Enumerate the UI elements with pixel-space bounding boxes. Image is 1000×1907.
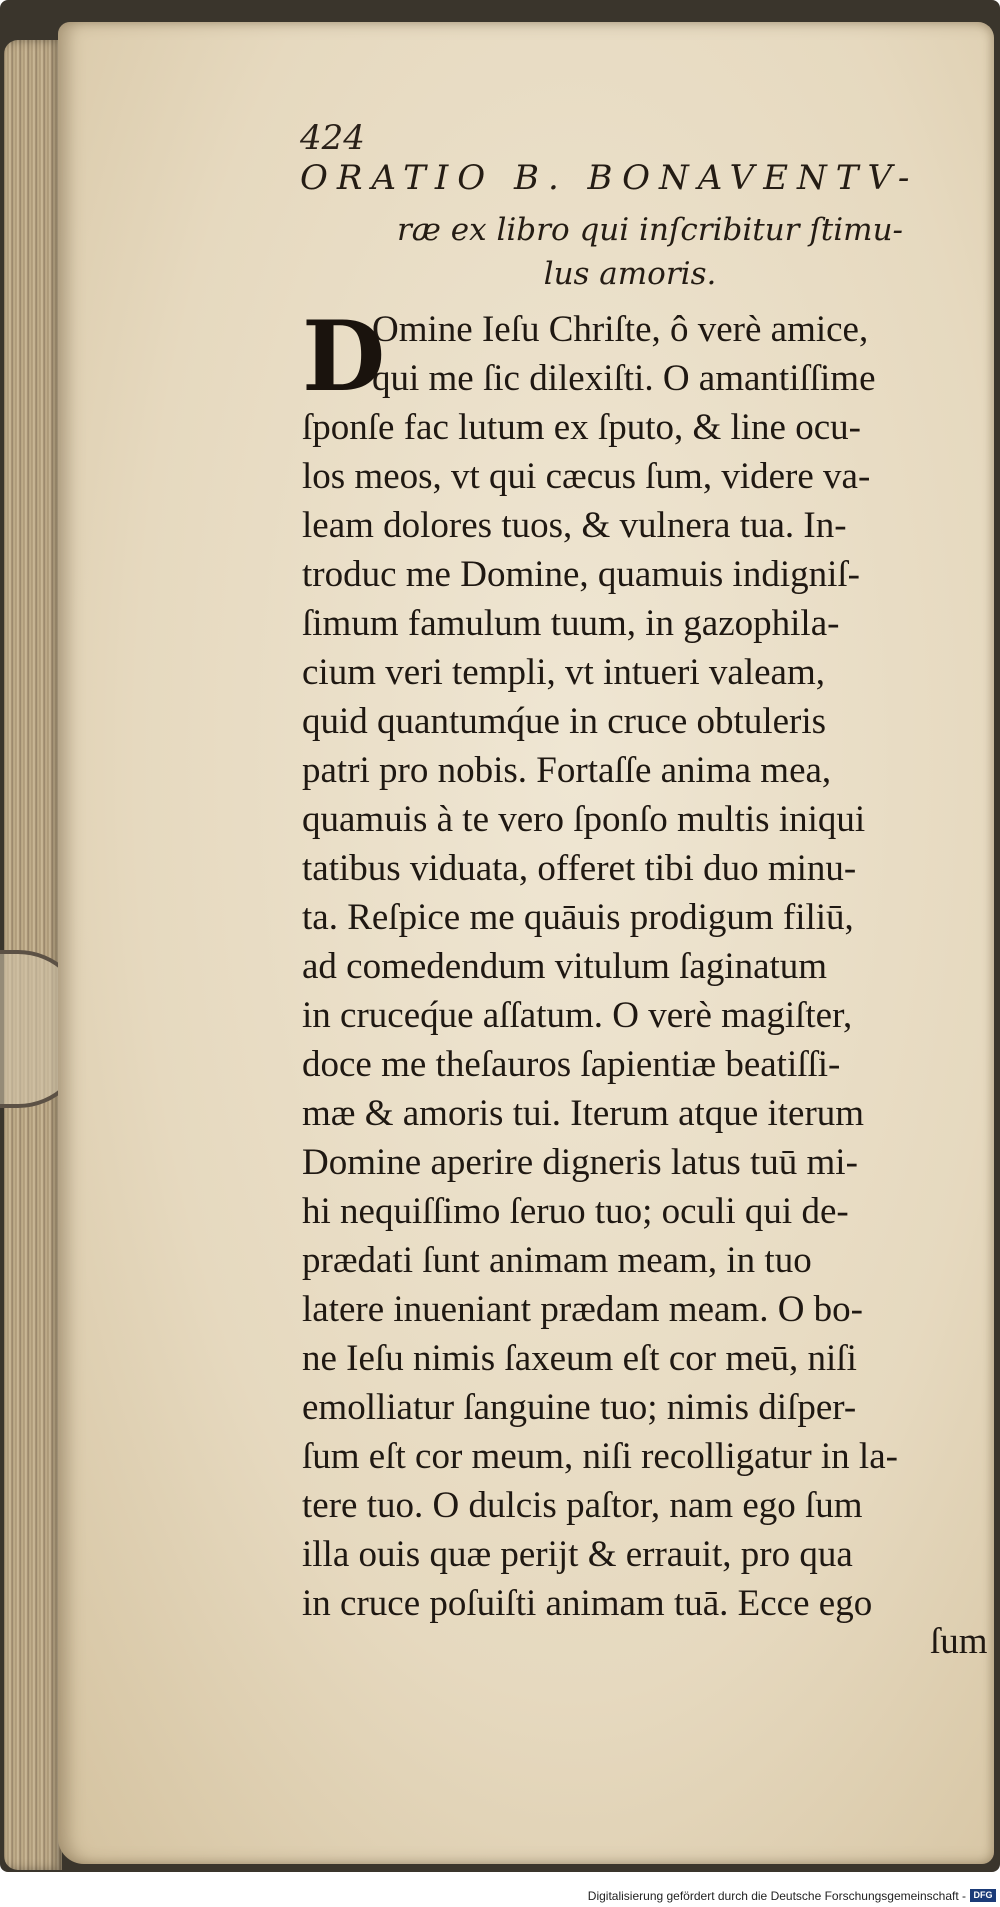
- text-line: Domine aperire digneris latus tuū mi-: [302, 1142, 858, 1183]
- text-line: tatibus viduata, offeret tibi duo minu-: [302, 848, 857, 889]
- text-line: in cruceq́ue aſſatum. O verè magiſter,: [302, 995, 853, 1036]
- text-line: prædati ſunt animam meam, in tuo: [302, 1240, 812, 1281]
- title-line-3: lus amoris.: [543, 256, 717, 292]
- text-line: ſponſe fac lutum ex ſputo, & line ocu-: [302, 407, 861, 448]
- digitization-footer: [0, 1886, 1000, 1907]
- text-line: qui me ſic dilexiſti. O amantiſſime: [372, 358, 876, 399]
- text-line: doce me theſauros ſapientiæ beatiſſi-: [302, 1044, 841, 1085]
- text-line: quamuis à te vero ſponſo multis iniqui: [302, 799, 866, 840]
- text-line: tere tuo. O dulcis paſtor, nam ego ſum: [302, 1485, 863, 1526]
- text-line: Omine Ieſu Chriſte, ô verè amice,: [372, 309, 869, 350]
- text-line: illa ouis quæ perijt & errauit, pro qua: [302, 1534, 853, 1575]
- text-line: ne Ieſu nimis ſaxeum eſt cor meū, niſi: [302, 1338, 857, 1379]
- text-line: hi nequiſſimo ſeruo tuo; oculi qui de-: [302, 1191, 849, 1232]
- title-line-2: ræ ex libro qui inſcribitur ſtimu-: [396, 212, 904, 248]
- title-line-1: ORATIO B. BONAVENTV-: [300, 158, 919, 198]
- text-line: troduc me Domine, quamuis indigniſ-: [302, 554, 860, 595]
- footer-credit: Digitalisierung gefördert durch die Deutsche Forschungsgemeinschaft -: [587, 1889, 966, 1903]
- text-line: mæ & amoris tui. Iterum atque iterum: [302, 1093, 865, 1134]
- text-line: latere inueniant prædam meam. O bo-: [302, 1289, 863, 1330]
- text-line: emolliatur ſanguine tuo; nimis diſper-: [302, 1387, 857, 1428]
- drop-cap: D: [302, 300, 386, 413]
- text-line: patri pro nobis. Fortaſſe anima mea,: [302, 750, 832, 791]
- text-line: los meos, vt qui cæcus ſum, videre va-: [302, 456, 871, 497]
- text-line: ſum eſt cor meum, niſi recolligatur in la-: [302, 1436, 898, 1477]
- text-line: ad comedendum vitulum ſaginatum: [302, 946, 828, 987]
- body-text: [302, 300, 972, 1628]
- page-title: [300, 158, 960, 292]
- catchword: ſum: [930, 1621, 988, 1662]
- dfg-logo-icon: DFG: [970, 1889, 996, 1902]
- text-line: ſimum famulum tuum, in gazophila-: [302, 603, 840, 644]
- text-line: leam dolores tuos, & vulnera tua. In-: [302, 505, 847, 546]
- page-number: 424: [300, 118, 365, 158]
- text-line: cium veri templi, vt intueri valeam,: [302, 652, 825, 693]
- text-line: in cruce poſuiſti animam tuā. Ecce ego: [302, 1583, 873, 1624]
- text-line: quid quantumq́ue in cruce obtuleris: [302, 701, 827, 742]
- text-line: ta. Reſpice me quāuis prodigum filiū,: [302, 897, 854, 938]
